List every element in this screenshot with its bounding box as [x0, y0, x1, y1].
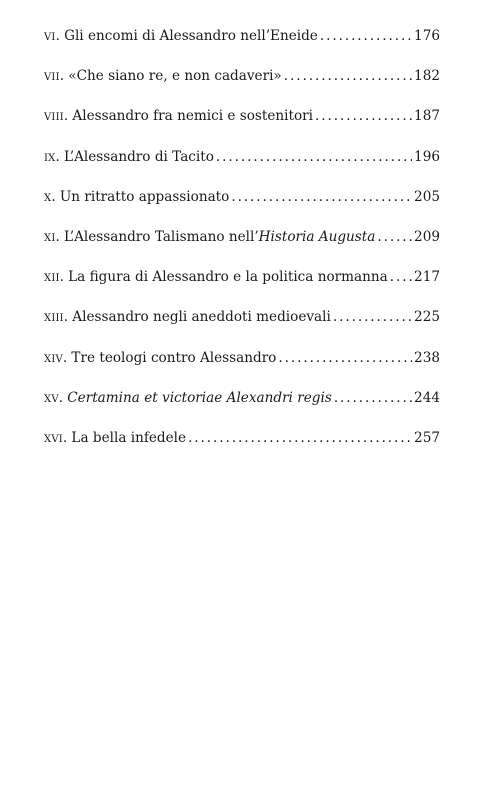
toc-entry	[44, 348, 440, 388]
chapter-title-text: L’Alessandro di Tacito	[64, 148, 214, 165]
toc-entry	[44, 307, 440, 347]
dot-leader	[216, 147, 412, 167]
page-number: 257	[414, 429, 440, 446]
chapter-numeral: xiv.	[44, 349, 68, 366]
toc-entry	[44, 66, 440, 106]
page-number: 238	[414, 349, 440, 366]
dot-leader	[333, 307, 412, 327]
chapter-numeral: xv.	[44, 389, 64, 406]
toc-entry	[44, 428, 440, 468]
chapter-title	[64, 147, 214, 167]
page-number: 209	[414, 228, 440, 245]
page-number: 182	[414, 68, 440, 85]
page-number: 196	[414, 148, 440, 165]
page-number: 205	[414, 188, 440, 205]
dot-leader	[231, 187, 412, 207]
toc-entry	[44, 267, 440, 307]
chapter-title-text: Alessandro fra nemici e sostenitori	[72, 108, 314, 125]
chapter-title-text: La figura di Alessandro e la politica normanna	[68, 269, 388, 286]
chapter-numeral: xii.	[44, 269, 65, 286]
chapter-numeral: xvi.	[44, 429, 68, 446]
chapter-title	[72, 307, 331, 327]
dot-leader	[278, 348, 412, 368]
table-of-contents	[44, 26, 440, 468]
dot-leader	[284, 66, 412, 86]
dot-leader	[377, 227, 412, 247]
chapter-title	[71, 348, 276, 368]
toc-entry	[44, 227, 440, 267]
page-number: 225	[414, 309, 440, 326]
chapter-title-text: Un ritratto appassionato	[59, 188, 230, 205]
toc-entry	[44, 187, 440, 227]
chapter-title	[68, 267, 388, 287]
chapter-title	[64, 26, 318, 46]
chapter-title	[67, 388, 332, 408]
chapter-title-text: Alessandro negli aneddoti medioevali	[72, 309, 331, 326]
chapter-title	[72, 106, 313, 126]
page-number: 187	[414, 108, 440, 125]
toc-entry	[44, 388, 440, 428]
page-number: 217	[414, 269, 440, 286]
dot-leader	[188, 428, 412, 448]
chapter-numeral: xiii.	[44, 309, 69, 326]
chapter-numeral: ix.	[44, 148, 60, 165]
toc-entry	[44, 147, 440, 187]
chapter-title-text: Tre teologi contro Alessandro	[71, 349, 277, 366]
page-number: 244	[414, 389, 440, 406]
chapter-title-text: Gli encomi di Alessandro nell’Eneide	[64, 28, 318, 44]
chapter-title	[64, 227, 375, 247]
chapter-numeral: x.	[44, 188, 56, 205]
chapter-numeral: xi.	[44, 228, 60, 245]
chapter-numeral: vi.	[44, 28, 61, 44]
chapter-title	[68, 66, 282, 86]
dot-leader	[334, 388, 412, 408]
chapter-title-italic: Certamina et victoriae Alexandri regis	[67, 389, 332, 406]
chapter-numeral: vii.	[44, 68, 65, 85]
chapter-title-text: «Che siano re, e non cadaveri»	[68, 68, 282, 85]
page-number: 176	[414, 28, 440, 44]
chapter-title-text: La bella infedele	[71, 429, 187, 446]
dot-leader	[390, 267, 412, 287]
toc-entry	[44, 26, 440, 66]
chapter-title	[71, 428, 186, 448]
chapter-title-italic: Historia Augusta	[258, 228, 376, 245]
toc-entry	[44, 106, 440, 146]
dot-leader	[315, 106, 412, 126]
chapter-numeral: viii.	[44, 108, 69, 125]
chapter-title	[60, 187, 229, 207]
dot-leader	[320, 26, 412, 46]
chapter-title-text: L’Alessandro Talismano nell’	[64, 228, 259, 245]
